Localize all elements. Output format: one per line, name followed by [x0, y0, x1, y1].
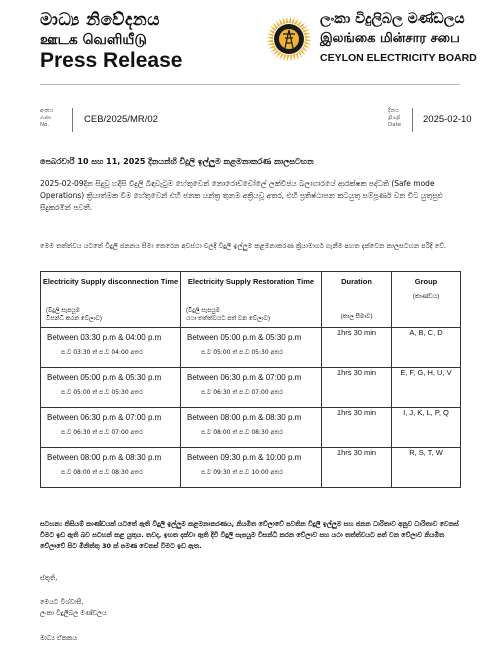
logo-ray [286, 16, 289, 23]
header-disconnection-time: Electricity Supply disconnection Time (විදුලි සැපයුම විසන්ධි කරන වේලාව) [41, 272, 181, 328]
duration-cell: 1hrs 30 min [322, 448, 392, 488]
signature-line-3: මාධ්‍ය ඒකකය [40, 634, 78, 642]
table-row [41, 448, 461, 488]
logo-ray [304, 41, 311, 45]
disconnection-cell: Between 05:00 p.m & 05:30 p.m ප.ව 05:00 ත් ප.ව 05:30 අතර [41, 368, 181, 408]
table-row [41, 368, 461, 408]
logo-ray [290, 55, 293, 62]
restoration-cell: Between 09:30 p.m & 10:00 p.m ප.ව 09:30 ත් ප.ව 10:00 අතර [181, 448, 322, 488]
subject-heading: පෙබරවාරි 10 සහ 11, 2025 දිනයන්හි විදුලි ඉල්ලුම කළමනාකරණ කාලසටහන [40, 157, 314, 166]
logo-ray [283, 17, 285, 24]
restoration-cell: Between 05:00 p.m & 05:30 p.m ප.ව 05:00 ත් ප.ව 05:30 අතර [181, 328, 322, 368]
date-divider [412, 108, 413, 132]
reference-divider [72, 108, 73, 132]
restoration-cell: Between 06:30 p.m & 07:00 p.m ප.ව 06:30 ත් ප.ව 07:00 අතර [181, 368, 322, 408]
signature-line-2: ලංකා විදුලිබල මණ්ඩලය [40, 609, 107, 617]
restoration-cell: Between 08:00 p.m & 08:30 p.m ප.ව 08:00 ත් ප.ව 08:30 අතර [181, 408, 322, 448]
org-name-english: CEYLON ELECTRICITY BOARD [320, 52, 477, 64]
logo-ray [279, 18, 282, 25]
body-paragraph-1: 2025-02-09දින සිදුවූ හදිසි විදුලි බිඳවැටුම හේතුවෙන් නොරොච්චෝලේ ලක්විජය බලාගාරයේ ආරක්ෂක පද්ධති (Safe mode Operations) ක්‍රියාත්මක වීම හේතුවෙන් එහි ජනක යන්ත්‍ර තුනම අක්‍රියවූ අතර, එහි ප්‍රතිෂ්ඨාපන කටයුතු සම්පූර්ණ වන විට යුතුසුළු සිදුකරමින් පවතී. [40, 179, 443, 212]
logo-ray [267, 43, 274, 45]
group-cell: A, B, C, D [392, 328, 461, 368]
ceb-logo-icon [264, 12, 314, 68]
group-cell: R, S, T, W [392, 448, 461, 488]
header-duration: Duration (කාල සීමාව) [322, 272, 392, 328]
reference-number: CEB/2025/MR/02 [84, 114, 158, 125]
logo-ray [295, 53, 298, 60]
english-title: Press Release [40, 49, 183, 72]
logo-ray [305, 36, 312, 39]
closing-thanks: ස්තූති, [40, 574, 58, 582]
logo-ray [291, 17, 295, 24]
sinhala-title: මාධ්‍ය නිවේදනය [40, 10, 160, 30]
duration-cell: 1hrs 30 min [322, 328, 392, 368]
body-paragraph-2: මෙම තත්ත්වය යටතේ විදුලි ජනනය සීමා කෙරෙන අවස්ථා වලදී විදුලි ඉල්ලුම කළමනාකරණ ක්‍රියාමාර්ග ගැනීම පහත දැක්වෙන කාලසටහන පරිදි වේ. [40, 242, 447, 250]
reference-label: අංකය எண் No. [40, 108, 54, 128]
disconnection-cell: Between 03:30 p.m & 04:00 p.m ප.ව 03:30 ත් ප.ව 04:00 අතර [41, 328, 181, 368]
note-paragraph: සටහන: කිසියම් කාණ්ඩයක් යටතේ ඇති විදුලි ඉල්ලුම කළමනාකරණය, නියමිත වේලාවේ පවතින විදුලි ඉල්ලුම සහ ජනන ධාරිතාව අනුව ධාරිතාව වෙනස් වීමට ඉඩ ඇති බව සටහන් කළ යුතුය. තවද, ඉහත දක්වා ඇති දිවි විදුලි සැපයුම විසන්ධි කරන වේලාව සහ යථා තත්ත්වයට පත් වන වේලාව නියමිත වේලාවේ සිට මිනිත්තු 30 ක් පමණ වෙනස් විමට ඉඩ ඇත. [40, 520, 459, 550]
logo-ray [305, 38, 312, 41]
logo-ray [303, 29, 310, 32]
logo-ray [304, 33, 311, 35]
schedule-table [40, 271, 461, 488]
header-group: Group (කාණ්ඩය) [392, 272, 461, 328]
tamil-title: ஊடக வெளியீடு [40, 32, 147, 48]
group-cell: E, F, G, H, U, V [392, 368, 461, 408]
logo-ray [266, 37, 273, 40]
schedule-header-row [41, 272, 461, 328]
release-date: 2025-02-10 [423, 114, 472, 125]
table-row [41, 408, 461, 448]
org-name-tamil: இலங்கை மின்சார சபை [320, 31, 460, 46]
duration-cell: 1hrs 30 min [322, 408, 392, 448]
duration-cell: 1hrs 30 min [322, 368, 392, 408]
group-cell: I, J, K, L, P, Q [392, 408, 461, 448]
date-label: දිනය திகதி Date [388, 108, 402, 128]
logo-ray [287, 55, 290, 62]
logo-ray [268, 45, 275, 48]
header-restoration-time: Electricity Supply Restoration Time (විදුලි සැපයුම යථා තත්ත්වයට පත් වන වේලාව) [181, 272, 322, 328]
header-divider [40, 84, 460, 85]
logo-ray [267, 33, 274, 37]
table-row [41, 328, 461, 368]
signature-line-1: මෙයට විශ්වාසී, [40, 598, 84, 606]
logo-ray [293, 54, 295, 61]
logo-ray [283, 54, 287, 61]
disconnection-cell: Between 08:00 p.m & 08:30 p.m ප.ව 08:00 ත් ප.ව 08:30 අතර [41, 448, 181, 488]
logo-ray [266, 40, 273, 43]
disconnection-cell: Between 06:30 p.m & 07:00 p.m ප.ව 06:30 ත් ප.ව 07:00 අතර [41, 408, 181, 448]
logo-ray [288, 16, 291, 23]
org-name-sinhala: ලංකා විදුලිබල මණ්ඩලය [320, 11, 465, 27]
